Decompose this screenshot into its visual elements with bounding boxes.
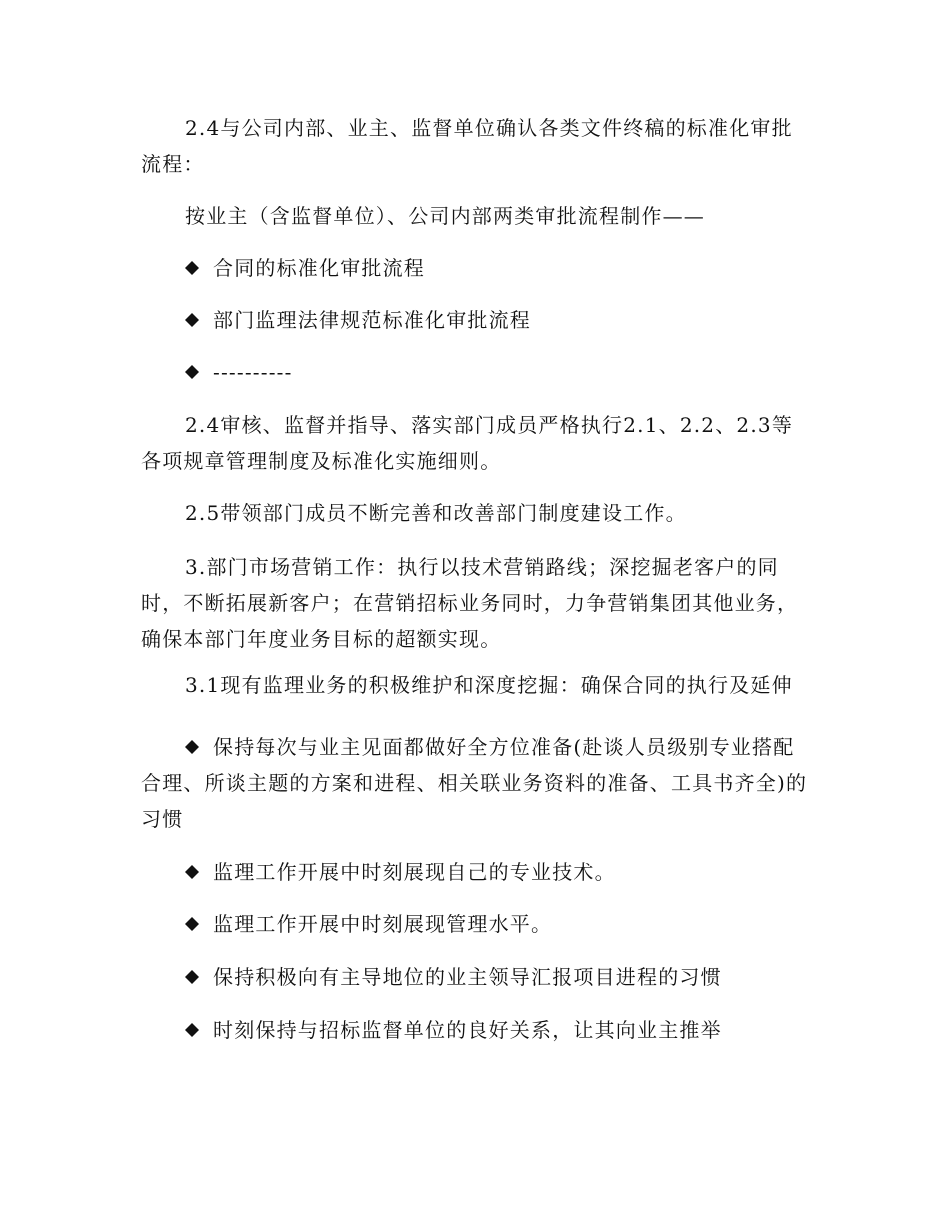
bullet-item-reporting	[185, 959, 809, 995]
bullet-text: ----------	[213, 360, 293, 384]
paragraph-approval-types: 按业主（含监督单位）、公司内部两类审批流程制作——	[185, 204, 705, 228]
bullet-item-expertise	[185, 854, 809, 890]
diamond-bullet-icon	[185, 313, 199, 327]
diamond-bullet-icon	[185, 261, 199, 275]
bullet-text: 部门监理法律规范标准化审批流程	[213, 308, 531, 332]
paragraph-2-4-approval: 2.4与公司内部、业主、监督单位确认各类文件终稿的标准化审批流程：	[141, 116, 793, 176]
bullet-text: 监理工作开展中时刻展现自己的专业技术。	[213, 860, 616, 884]
bullet-item-placeholder	[185, 354, 809, 390]
paragraph-3-1-maintenance: 3.1现有监理业务的积极维护和深度挖掘：确保合同的执行及延伸	[185, 673, 793, 697]
diamond-bullet-icon	[185, 917, 199, 931]
bullet-text: 保持每次与业主见面都做好全方位准备(赴谈人员级别专业搭配合理、所谈主题的方案和进程、相关联业务资料的准备、工具书齐全)的习惯	[141, 735, 808, 831]
bullet-text: 合同的标准化审批流程	[213, 256, 425, 280]
bullet-item-preparation	[141, 729, 809, 837]
diamond-bullet-icon	[185, 740, 199, 754]
bullet-text: 监理工作开展中时刻展现管理水平。	[213, 912, 553, 936]
paragraph-3-marketing: 3.部门市场营销工作：执行以技术营销路线；深挖掘老客户的同时，不断拓展新客户；在营销招标业务同时，力争营销集团其他业务，确保本部门年度业务目标的超额实现。	[141, 555, 799, 651]
bullet-item-contract-approval	[185, 250, 809, 286]
bullet-item-legal-approval	[185, 302, 809, 338]
paragraph-2-5-improve: 2.5带领部门成员不断完善和改善部门制度建设工作。	[185, 501, 687, 525]
bullet-text: 时刻保持与招标监督单位的良好关系，让其向业主推举	[213, 1018, 722, 1042]
diamond-bullet-icon	[185, 970, 199, 984]
bullet-text: 保持积极向有主导地位的业主领导汇报项目进程的习惯	[213, 965, 722, 989]
bullet-item-relationship	[185, 1012, 809, 1048]
paragraph-2-4-review: 2.4审核、监督并指导、落实部门成员严格执行2.1、2.2、2.3等各项规章管理制度及标准化实施细则。	[141, 413, 794, 473]
diamond-bullet-icon	[185, 865, 199, 879]
diamond-bullet-icon	[185, 365, 199, 379]
diamond-bullet-icon	[185, 1023, 199, 1037]
bullet-item-management	[185, 906, 809, 942]
